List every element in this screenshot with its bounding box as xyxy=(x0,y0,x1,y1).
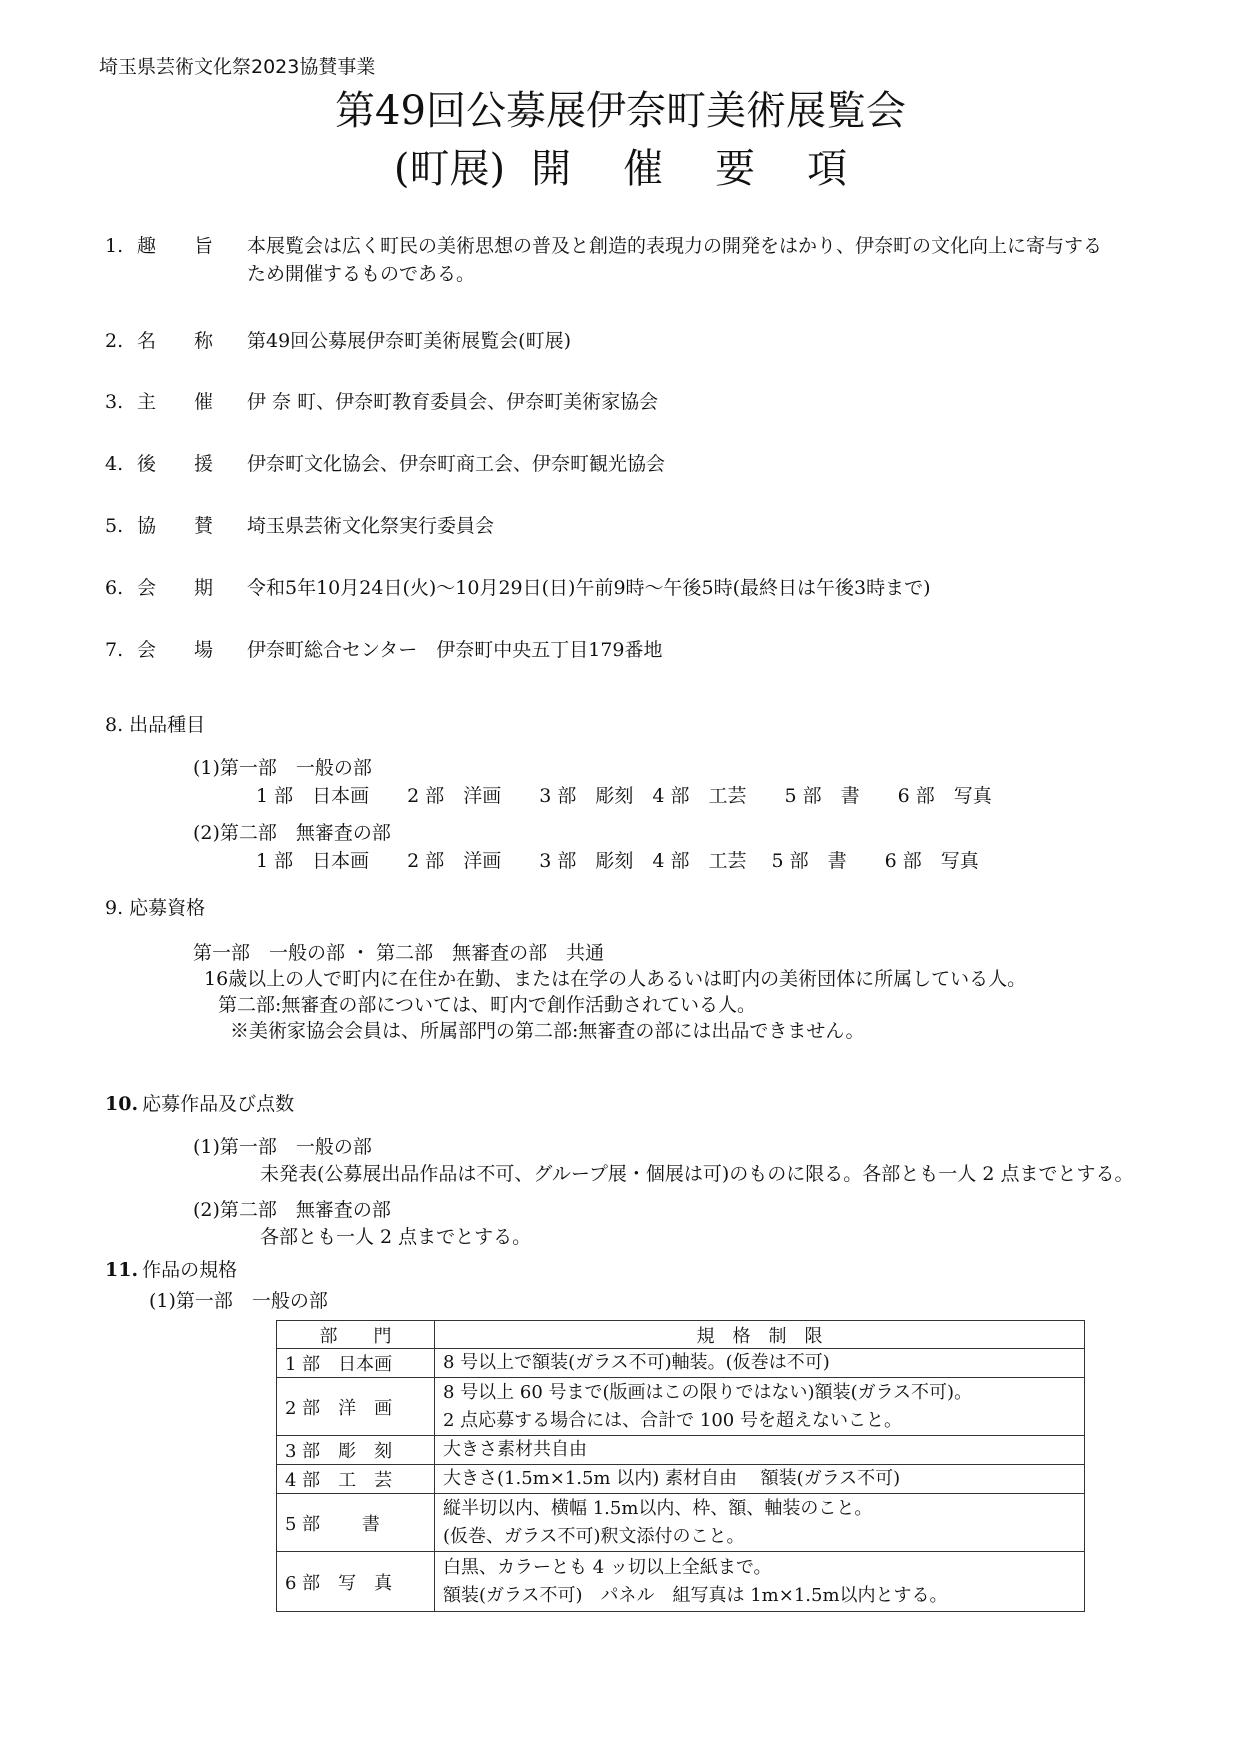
item-number: 4. xyxy=(105,453,124,475)
item-label: 名 称 xyxy=(137,330,214,352)
table-cell-dept: 6 部 写 真 xyxy=(277,1552,435,1612)
item-4 xyxy=(105,450,665,478)
item-7 xyxy=(105,636,663,664)
section-10-sub1-text: 未発表(公募展出品作品は不可、グループ展・個展は可)のものに限る。各部とも一人 2 点までとする。 xyxy=(260,1163,1134,1185)
section-10-number: 10. xyxy=(105,1093,139,1115)
spec-table xyxy=(276,1320,1085,1612)
table-cell-dept: 5 部 書 xyxy=(277,1494,435,1552)
item-text: 本展覧会は広く町民の美術思想の普及と創造的表現力の開発をはかり、伊奈町の文化向上に寄与する xyxy=(247,235,1103,257)
item-number: 3. xyxy=(105,391,124,413)
section-8-sub2: (2)第二部 無審査の部 xyxy=(193,822,391,844)
item-label: 会 期 xyxy=(137,577,214,599)
section-9-line4: ※美術家協会会員は、所属部門の第二部:無審査の部には出品できません。 xyxy=(230,1020,865,1042)
table-cell-dept: 4 部 工 芸 xyxy=(277,1465,435,1494)
section-8-sub1-list: 1 部 日本画 2 部 洋画 3 部 彫刻 4 部 工芸 5 部 書 6 部 写真 xyxy=(256,785,992,807)
item-number: 5. xyxy=(105,515,124,537)
item-text: 令和5年10月24日(火)～10月29日(日)午前9時～午後5時(最終日は午後3時まで) xyxy=(247,577,931,599)
item-3 xyxy=(105,388,658,416)
item-number: 7. xyxy=(105,639,124,661)
detail-line: 大きさ(1.5m×1.5m 以内) 素材自由 額装(ガラス不可) xyxy=(443,1468,901,1489)
section-8-sub1: (1)第一部 一般の部 xyxy=(193,757,372,779)
item-2 xyxy=(105,327,571,355)
table-row xyxy=(277,1494,1085,1552)
item-label: 後 援 xyxy=(137,453,214,475)
table-row xyxy=(277,1378,1085,1436)
item-text: 伊奈町総合センター 伊奈町中央五丁目179番地 xyxy=(247,639,663,661)
document-title: 第49回公募展伊奈町美術展覧会 xyxy=(335,88,906,134)
table-row xyxy=(277,1465,1085,1494)
detail-line: 8 号以上 60 号まで(版画はこの限りではない)額装(ガラス不可)。 xyxy=(443,1381,973,1403)
subtitle-word: 項 xyxy=(807,146,848,192)
table-header-spec: 規 格 制 限 xyxy=(435,1321,1085,1349)
detail-line: 8 号以上で額装(ガラス不可)軸装。(仮巻は不可) xyxy=(443,1352,830,1373)
subtitle-word: 催 xyxy=(623,146,664,192)
section-11-heading xyxy=(105,1256,237,1284)
item-text: 伊奈町文化協会、伊奈町商工会、伊奈町観光協会 xyxy=(247,453,666,475)
table-cell-dept: 1 部 日本画 xyxy=(277,1349,435,1378)
section-9-heading: 9. 応募資格 xyxy=(105,897,206,919)
subtitle-word: 開 xyxy=(531,146,572,192)
item-5 xyxy=(105,512,494,540)
table-cell-detail xyxy=(435,1465,1085,1494)
item-text: 伊 奈 町、伊奈町教育委員会、伊奈町美術家協会 xyxy=(247,391,659,413)
item-label: 主 催 xyxy=(137,391,214,413)
table-cell-detail xyxy=(435,1552,1085,1612)
item-label: 協 賛 xyxy=(137,515,214,537)
subtitle-word: 要 xyxy=(715,146,756,192)
item-text: 埼玉県芸術文化祭実行委員会 xyxy=(247,515,495,537)
section-11-sub1: (1)第一部 一般の部 xyxy=(149,1290,328,1312)
item-label: 趣 旨 xyxy=(137,235,214,257)
table-cell-detail xyxy=(435,1349,1085,1378)
table-cell-detail xyxy=(435,1494,1085,1552)
table-header-dept: 部 門 xyxy=(277,1321,435,1349)
section-10-title: 応募作品及び点数 xyxy=(142,1093,295,1115)
item-text: 第49回公募展伊奈町美術展覧会(町展) xyxy=(247,330,572,352)
section-9-line1: 第一部 一般の部 ・ 第二部 無審査の部 共通 xyxy=(193,942,605,964)
section-10-sub2-text: 各部とも一人 2 点までとする。 xyxy=(260,1226,532,1248)
item-number: 6. xyxy=(105,577,124,599)
item-1-continuation: ため開催するものである。 xyxy=(247,263,476,285)
item-label: 会 場 xyxy=(137,639,214,661)
section-9-line3: 第二部:無審査の部については、町内で創作活動されている人。 xyxy=(218,994,757,1016)
item-number: 2. xyxy=(105,330,124,352)
item-number: 1. xyxy=(105,235,124,257)
detail-line: 白黒、カラーとも 4 ッ切以上全紙まで。 xyxy=(443,1556,772,1578)
section-10-sub1: (1)第一部 一般の部 xyxy=(193,1136,372,1158)
table-cell-detail xyxy=(435,1436,1085,1465)
subtitle-prefix: (町展) xyxy=(393,146,506,192)
table-header-row xyxy=(277,1321,1085,1349)
table-row xyxy=(277,1349,1085,1378)
item-1 xyxy=(105,232,1102,260)
section-11-title: 作品の規格 xyxy=(142,1259,238,1281)
table-row xyxy=(277,1436,1085,1465)
detail-line: 大きさ素材共自由 xyxy=(443,1439,587,1460)
table-cell-detail xyxy=(435,1378,1085,1436)
table-row xyxy=(277,1552,1085,1612)
detail-line: 額装(ガラス不可) パネル 組写真は 1m×1.5m以内とする。 xyxy=(443,1584,948,1606)
section-8-heading: 8. 出品種目 xyxy=(105,714,206,736)
item-6 xyxy=(105,574,931,602)
section-11-number: 11. xyxy=(105,1259,139,1281)
document-subtitle xyxy=(0,143,1241,195)
header-note: 埼玉県芸術文化祭2023協賛事業 xyxy=(99,56,376,78)
detail-line: 縦半切以内、横幅 1.5m以内、枠、額、軸装のこと。 xyxy=(443,1497,873,1519)
section-10-heading xyxy=(105,1090,294,1118)
table-cell-dept: 3 部 彫 刻 xyxy=(277,1436,435,1465)
section-10-sub2: (2)第二部 無審査の部 xyxy=(193,1199,391,1221)
section-8-sub2-list: 1 部 日本画 2 部 洋画 3 部 彫刻 4 部 工芸 5 部 書 6 部 写真 xyxy=(256,850,979,872)
section-9-line2: 16歳以上の人で町内に在住か在勤、または在学の人あるいは町内の美術団体に所属している人。 xyxy=(204,968,1027,990)
detail-line: (仮巻、ガラス不可)釈文添付のこと。 xyxy=(443,1525,745,1547)
detail-line: 2 点応募する場合には、合計で 100 号を超えないこと。 xyxy=(443,1409,902,1431)
table-cell-dept: 2 部 洋 画 xyxy=(277,1378,435,1436)
